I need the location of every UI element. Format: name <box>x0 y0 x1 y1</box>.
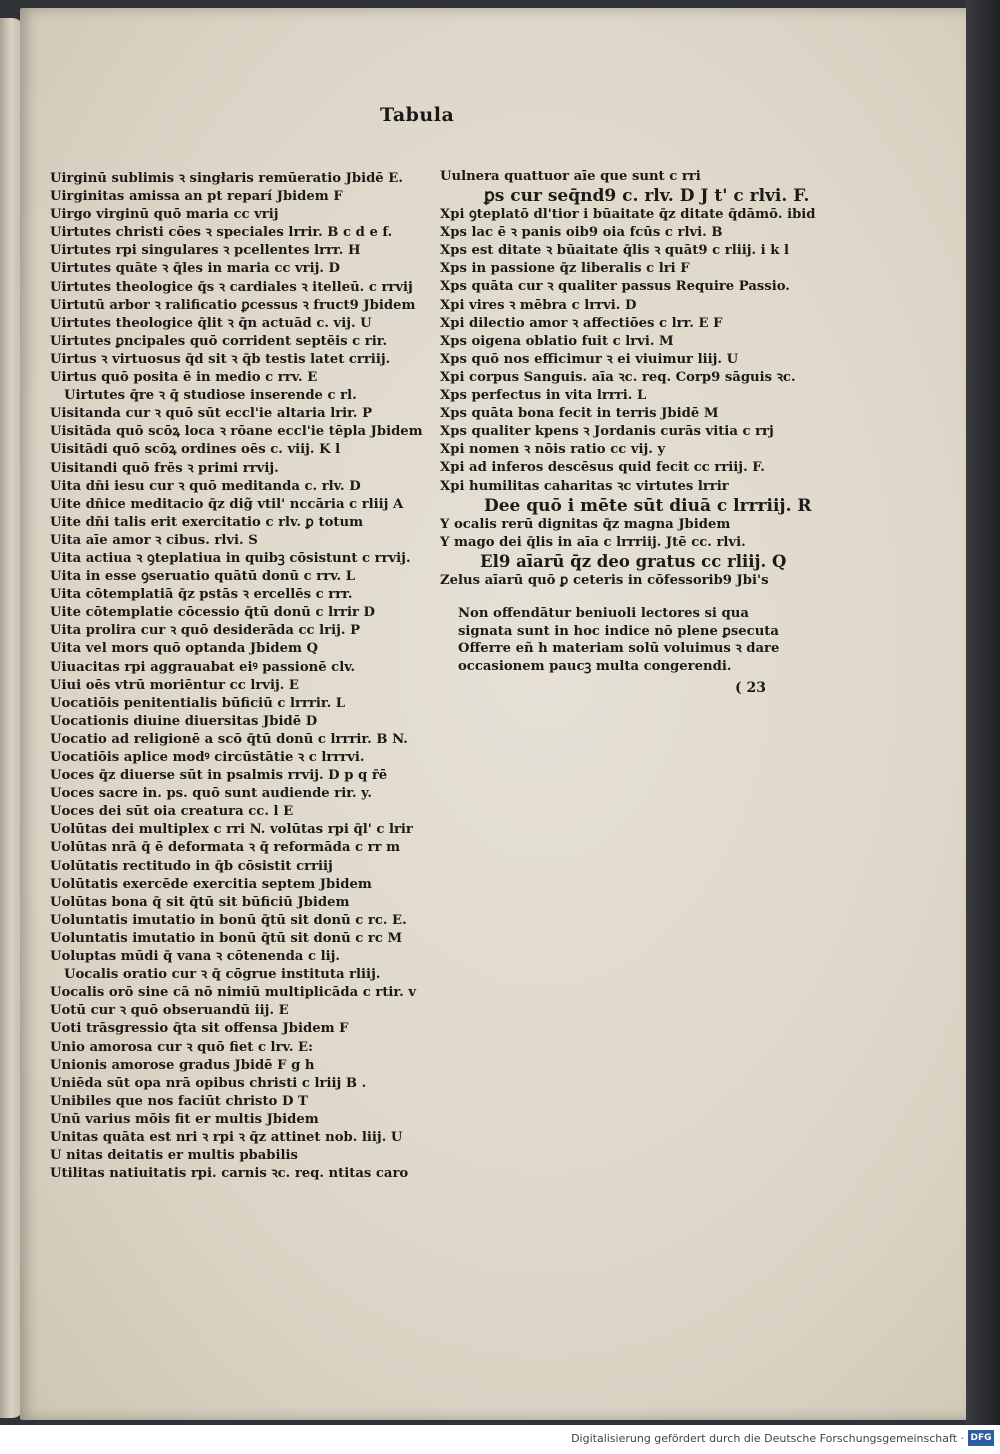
index-entry: Uoluptas mūdi q̄ vana ꝛ cōtenenda c lij. <box>50 949 340 965</box>
index-entry: Uotū cur ꝛ quō obseruandū iij. E <box>50 1003 289 1019</box>
index-entry: Uocationis diuine diuersitas Jbidē D <box>50 713 318 729</box>
index-entry: Uisitandi quō frēs ꝛ primi rrvij. <box>50 460 279 476</box>
index-entry: Uita cōtemplatiā q̄z pstās ꝛ ercellēs c rrr. <box>50 587 353 603</box>
index-section-heading: ꝑs cur seq̄nd9 c. rlv. D J t' c rlvi. F. <box>484 186 810 207</box>
page-right-edge <box>966 0 1000 1425</box>
index-entry: Unitas quāta est nri ꝛ rpi ꝛ q̄z attinet nob. liij. U <box>50 1129 403 1145</box>
index-entry: Y mago dei q̄lis in aīa c lrrriij. Jtē cc. rlvi. <box>440 534 746 550</box>
index-entry: Uisitādi quō scōꝝ ordines oēs c. viij. K l <box>50 442 341 458</box>
index-entry: Uirtutes theologice q̄s ꝛ cardiales ꝛ itelleū. c rrvij <box>50 279 413 295</box>
index-entry: Uisitāda quō scōꝝ loca ꝛ rōane eccl'ie tēpla Jbidem <box>50 424 423 440</box>
index-entry: Unū varius mōis fit er multis Jbidem <box>50 1111 319 1127</box>
index-entry: Utilitas natiuitatis rpi. carnis ꝛc. req. ntitas caro <box>50 1166 409 1182</box>
index-entry: Uocatiōis aplice modꝰ circūstātie ꝛ c lrrrvi. <box>50 750 365 765</box>
index-column-right <box>440 168 816 590</box>
index-entry: Uniēda sūt opa nrā opibus christi c lriij B . <box>50 1075 367 1091</box>
index-entry: Uirtutū arbor ꝛ ralificatio ꝑcessus ꝛ fruct9 Jbidem <box>50 297 416 313</box>
index-entry: Xps lac ē ꝛ panis oib9 oia fcūs c rlvi. B <box>440 225 723 241</box>
index-entry: Uiuacitas rpi aggrauabat eiꝰ passionē clv. <box>50 659 356 675</box>
index-entry: Unibiles que nos faciūt christo D T <box>50 1093 308 1109</box>
index-entry: Uirginitas amissa an pt reparí Jbidem F <box>50 189 343 205</box>
index-entry: Uirtutes christi cōes ꝛ speciales lrrir. B c d e f. <box>50 225 393 241</box>
index-entry: Uita prolira cur ꝛ quō desiderāda cc lrij. P <box>50 623 360 639</box>
index-section-heading: El9 aīarū q̄z deo gratus cc rliij. Q <box>480 551 787 571</box>
index-entry: Uirtutes theologice q̄lit ꝛ q̄n actuād c. vij. U <box>50 315 372 331</box>
index-entry: Uocatio ad religionē a scō q̄tū donū c lrrrir. B N. <box>50 731 408 747</box>
index-entry: Uirtus quō posita ē in medio c rrv. E <box>50 370 318 386</box>
index-entry: Uocalis orō sine cā nō nimiū multiplicāda c rtir. v <box>50 985 416 1001</box>
index-entry: Uirgo virginū quō maria cc vrij <box>50 207 279 223</box>
index-entry: Uoluntatis imutatio in bonū q̄tū sit donū c rc M <box>50 930 403 946</box>
index-entry: Xps quāta cur ꝛ qualiter passus Require Passio. <box>440 279 790 295</box>
index-entry: Xps in passione q̄z liberalis c lri F <box>440 261 690 277</box>
index-entry: Xps qualiter kpens ꝛ Jordanis curās vitia c rrj <box>440 424 774 440</box>
index-entry: Uolūtatis exercēde exercitia septem Jbidem <box>50 876 372 892</box>
index-entry: Uirtutes quāte ꝛ q̄les in maria cc vrij. D <box>50 261 340 277</box>
index-entry: U nitas deitatis er multis pbabilis <box>50 1148 298 1164</box>
index-entry: Uita in esse ꝯseruatio quātū donū c rrv. L <box>50 569 355 585</box>
index-entry: Uiui oēs vtrū moriēntur cc lrvij. E <box>50 677 299 693</box>
page-header: Tabula <box>380 104 455 126</box>
index-entry: Uirtutes q̄re ꝛ q̄ studiose inserende c rl. <box>64 388 357 404</box>
index-entry: Uocatiōis penitentialis būficiū c lrrrir. L <box>50 695 346 711</box>
index-entry: Uita actiua ꝛ ꝯteplatiua in quibꝫ cōsistunt c rrvij. <box>50 550 411 566</box>
index-entry: Xpi humilitas caharitas ꝛc virtutes lrrir <box>440 478 729 494</box>
index-entry: Uite dn̄i talis erit exercitatio c rlv. ꝑ totum <box>50 514 364 530</box>
index-entry: Uite cōtemplatie cōcessio q̄tū donū c lrrir D <box>50 605 375 621</box>
closing-note: Non offendātur beniuoli lectores si qua signata sunt in hoc indice nō plene ꝑsecuta Offerre eñ h materiam solū voluimus ꝛ dare occasionem paucꝫ multa congerendi. <box>458 606 780 674</box>
footer-credit: Digitalisierung gefördert durch die Deutsche Forschungsgemeinschaft · <box>571 1432 964 1445</box>
index-entry: Uoces q̄z diuerse sūt in psalmis rrvij. D p q r̄ē <box>50 768 388 784</box>
index-column-left <box>50 170 423 1183</box>
index-entry: Uita aīe amor ꝛ cibus. rlvi. S <box>50 532 258 548</box>
index-entry: Xps quō nos efficimur ꝛ ei viuimur liij. U <box>440 351 739 367</box>
index-entry: Unio amorosa cur ꝛ quō fiet c lrv. E: <box>50 1039 313 1055</box>
index-entry: Xps perfectus in vita lrrri. L <box>440 388 647 404</box>
index-entry: Uoti trāsgressio q̄ta sit offensa Jbidem F <box>50 1021 349 1037</box>
index-entry: Uoluntatis imutatio in bonū q̄tū sit donū c rc. E. <box>50 912 407 928</box>
index-entry: Xpi vires ꝛ mēbra c lrrvi. D <box>440 297 637 313</box>
index-entry: Uolūtas nrā q̄ ē deformata ꝛ q̄ reformāda c rr m <box>50 840 401 856</box>
index-entry: Y ocalis rerū dignitas q̄z magna Jbidem <box>440 516 731 532</box>
index-entry: Xpi ad inferos descēsus quid fecit cc rriij. F. <box>440 460 765 476</box>
index-entry: Xps est ditate ꝛ būaitate q̄lis ꝛ quāt9 c rliij. i k l <box>440 243 790 259</box>
index-entry: Uulnera quattuor aīe que sunt c rri <box>440 169 701 184</box>
index-section-heading: Dee quō i mēte sūt diuā c lrrriij. R <box>484 495 812 516</box>
index-entry: Xps oigena oblatio fuit c lrvi. M <box>440 333 674 349</box>
index-entry: Zelus aīarū quō ꝑ ceteris in cōfessorib9 Jbi's <box>440 572 769 588</box>
folio-number: ( 23 <box>735 680 766 696</box>
dfg-logo: DFG <box>968 1430 994 1446</box>
index-entry: Uolūtatis rectitudo in q̄b cōsistit crriij <box>50 858 333 874</box>
index-entry: Uita vel mors quō optanda Jbidem Q <box>50 641 319 657</box>
index-entry: Uite dn̄ice meditacio q̄z dig̃ vtil' nccāria c rliij A <box>50 496 404 512</box>
index-entry: Uirtutes ꝑncipales quō corrident septēis c rir. <box>50 333 388 349</box>
index-entry: Xpi dilectio amor ꝛ affectiōes c lrr. E F <box>440 315 723 331</box>
index-entry: Uolūtas bona q̄ sit q̄tū sit būficiū Jbidem <box>50 894 350 910</box>
index-entry: Uolūtas dei multiplex c rri N. volūtas rpi q̄l' c lrir <box>50 822 413 838</box>
index-entry: Uirtutes rpi singulares ꝛ pcellentes lrrr. H <box>50 243 361 259</box>
index-entry: Uoces sacre in. ps. quō sunt audiende rir. y. <box>50 786 372 802</box>
index-entry: Uisitanda cur ꝛ quō sūt eccl'ie altaria lrir. P <box>50 406 372 422</box>
index-entry: Uirtus ꝛ virtuosus q̄d sit ꝛ q̄b testis latet crriij. <box>50 351 391 367</box>
index-entry: Xpi nomen ꝛ nōis ratio cc vij. y <box>440 442 666 458</box>
index-entry: Xpi ꝯteplatō dl'tior i būaitate q̄z ditate q̄dāmō. ibid <box>440 207 816 223</box>
index-entry: Xpi corpus Sanguis. aīa ꝛc. req. Corp9 sāguis ꝛc. <box>440 369 796 385</box>
index-entry: Uita dn̄i iesu cur ꝛ quō meditanda c. rlv. D <box>50 478 361 494</box>
index-entry: Uocalis oratio cur ꝛ q̄ cōgrue instituta rliij. <box>64 967 381 983</box>
index-entry: Uoces dei sūt oia creatura cc. l E <box>50 804 294 820</box>
index-entry: Xps quāta bona fecit in terris Jbidē M <box>440 406 719 422</box>
index-entry: Unionis amorose gradus Jbidē F g h <box>50 1057 315 1073</box>
index-entry: Uirginū sublimis ꝛ singłaris remūeratio Jbidē E. <box>50 171 403 186</box>
